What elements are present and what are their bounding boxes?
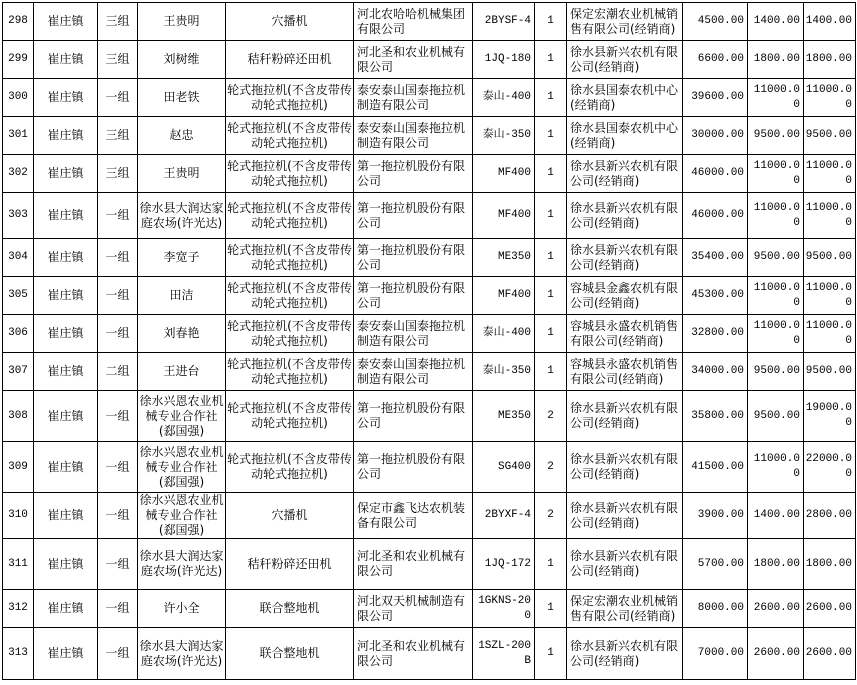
price-cell: 35400.00 (683, 239, 748, 277)
machine-type-cell: 穴播机 (226, 493, 354, 539)
table-row (3, 391, 856, 442)
unit-subsidy-cell: 1400.00 (748, 3, 804, 41)
group-cell: 一组 (98, 315, 138, 353)
quantity-cell: 1 (535, 539, 567, 590)
unit-subsidy-cell: 1800.00 (748, 539, 804, 590)
price-cell: 30000.00 (683, 117, 748, 155)
row-number: 303 (3, 193, 34, 239)
table-row (3, 3, 856, 41)
model-cell: MF400 (473, 193, 535, 239)
row-number: 307 (3, 353, 34, 391)
model-cell: 泰山-350 (473, 353, 535, 391)
table-row (3, 539, 856, 590)
machine-type-cell: 秸秆粉碎还田机 (226, 539, 354, 590)
row-number: 304 (3, 239, 34, 277)
manufacturer-cell: 泰安泰山国泰拖拉机制造有限公司 (354, 315, 473, 353)
machine-type-cell: 轮式拖拉机(不含皮带传动轮式拖拉机) (226, 117, 354, 155)
town-cell: 崔庄镇 (34, 628, 98, 680)
model-cell: 泰山-400 (473, 315, 535, 353)
buyer-name-cell: 徐水县大润达家庭农场(许光达) (138, 539, 226, 590)
unit-subsidy-cell: 2600.00 (748, 590, 804, 628)
buyer-name-cell: 徐水县大润达家庭农场(许光达) (138, 193, 226, 239)
unit-subsidy-cell: 11000.00 (748, 193, 804, 239)
total-subsidy-cell: 11000.00 (804, 155, 856, 193)
group-cell: 一组 (98, 539, 138, 590)
machine-type-cell: 轮式拖拉机(不含皮带传动轮式拖拉机) (226, 391, 354, 442)
quantity-cell: 1 (535, 277, 567, 315)
unit-subsidy-cell: 1400.00 (748, 493, 804, 539)
subsidy-table (2, 2, 856, 680)
table-row (3, 155, 856, 193)
town-cell: 崔庄镇 (34, 590, 98, 628)
total-subsidy-cell: 1400.00 (804, 3, 856, 41)
dealer-cell: 徐水县新兴农机有限公司(经销商) (567, 41, 683, 79)
quantity-cell: 1 (535, 353, 567, 391)
machine-type-cell: 轮式拖拉机(不含皮带传动轮式拖拉机) (226, 239, 354, 277)
dealer-cell: 徐水县新兴农机有限公司(经销商) (567, 155, 683, 193)
buyer-name-cell: 徐水兴恩农业机械专业合作社(郄国强) (139, 493, 224, 537)
manufacturer-cell: 第一拖拉机股份有限公司 (354, 442, 473, 493)
town-cell: 崔庄镇 (34, 79, 98, 117)
model-cell: 1GKNS-200 (473, 590, 535, 628)
quantity-cell: 1 (535, 117, 567, 155)
manufacturer-cell: 河北圣和农业机械有限公司 (354, 539, 473, 590)
total-subsidy-cell: 9500.00 (804, 239, 856, 277)
dealer-cell: 徐水县国泰农机中心(经销商) (567, 79, 683, 117)
town-cell: 崔庄镇 (34, 155, 98, 193)
table-row (3, 277, 856, 315)
town-cell: 崔庄镇 (34, 353, 98, 391)
group-cell: 一组 (98, 442, 138, 493)
dealer-cell: 徐水县新兴农机有限公司(经销商) (567, 239, 683, 277)
dealer-cell: 徐水县新兴农机有限公司(经销商) (567, 193, 683, 239)
machine-type-cell: 联合整地机 (226, 590, 354, 628)
town-cell: 崔庄镇 (34, 117, 98, 155)
table-row (3, 41, 856, 79)
town-cell: 崔庄镇 (34, 193, 98, 239)
manufacturer-cell: 河北圣和农业机械有限公司 (354, 41, 473, 79)
manufacturer-cell: 河北农哈哈机械集团有限公司 (354, 3, 473, 41)
price-cell: 46000.00 (683, 193, 748, 239)
group-cell: 一组 (98, 391, 138, 442)
model-cell: MF400 (473, 277, 535, 315)
total-subsidy-cell: 2600.00 (804, 628, 856, 680)
table-row (3, 493, 856, 539)
group-cell: 一组 (98, 493, 138, 539)
model-cell: ME350 (473, 239, 535, 277)
town-cell: 崔庄镇 (34, 239, 98, 277)
buyer-name-cell: 王贵明 (138, 3, 226, 41)
quantity-cell: 1 (535, 315, 567, 353)
group-cell: 三组 (98, 155, 138, 193)
table-row (3, 590, 856, 628)
quantity-cell: 2 (535, 442, 567, 493)
price-cell: 3900.00 (683, 493, 748, 539)
price-cell: 7000.00 (683, 628, 748, 680)
quantity-cell: 1 (535, 239, 567, 277)
manufacturer-cell: 第一拖拉机股份有限公司 (354, 239, 473, 277)
machine-type-cell: 轮式拖拉机(不含皮带传动轮式拖拉机) (226, 315, 354, 353)
model-cell: 2BYXF-4 (473, 493, 535, 539)
row-number: 309 (3, 442, 34, 493)
row-number: 306 (3, 315, 34, 353)
model-cell: SG400 (473, 442, 535, 493)
buyer-name-cell: 李宽子 (138, 239, 226, 277)
table-row (3, 79, 856, 117)
quantity-cell: 2 (535, 391, 567, 442)
total-subsidy-cell: 11000.00 (804, 193, 856, 239)
buyer-name-cell: 赵忠 (138, 117, 226, 155)
group-cell: 三组 (98, 41, 138, 79)
dealer-cell: 徐水县国泰农机中心(经销商) (567, 117, 683, 155)
buyer-name-cell: 徐水兴恩农业机械专业合作社(郄国强) (138, 442, 226, 493)
quantity-cell: 1 (535, 193, 567, 239)
dealer-cell: 徐水县新兴农机有限公司(经销商) (567, 539, 683, 590)
model-cell: 2BYSF-4 (473, 3, 535, 41)
machine-type-cell: 轮式拖拉机(不含皮带传动轮式拖拉机) (226, 155, 354, 193)
unit-subsidy-cell: 11000.00 (748, 277, 804, 315)
manufacturer-cell: 泰安泰山国泰拖拉机制造有限公司 (354, 117, 473, 155)
quantity-cell: 1 (535, 3, 567, 41)
table-row (3, 239, 856, 277)
manufacturer-cell: 泰安泰山国泰拖拉机制造有限公司 (354, 79, 473, 117)
total-subsidy-cell: 1800.00 (804, 539, 856, 590)
buyer-name-cell: 王进台 (138, 353, 226, 391)
price-cell: 46000.00 (683, 155, 748, 193)
town-cell: 崔庄镇 (34, 277, 98, 315)
buyer-name-cell: 田洁 (138, 277, 226, 315)
group-cell: 一组 (98, 239, 138, 277)
town-cell: 崔庄镇 (34, 539, 98, 590)
group-cell: 三组 (98, 117, 138, 155)
total-subsidy-cell: 1800.00 (804, 41, 856, 79)
table-body (3, 3, 856, 680)
dealer-cell: 保定宏潮农业机械销售有限公司(经销商) (567, 3, 683, 41)
price-cell: 5700.00 (683, 539, 748, 590)
total-subsidy-cell: 22000.00 (804, 442, 856, 493)
table-row (3, 353, 856, 391)
group-cell: 一组 (98, 193, 138, 239)
unit-subsidy-cell: 9500.00 (748, 353, 804, 391)
group-cell: 三组 (98, 3, 138, 41)
price-cell: 39600.00 (683, 79, 748, 117)
machine-type-cell: 联合整地机 (226, 628, 354, 680)
group-cell: 一组 (98, 590, 138, 628)
town-cell: 崔庄镇 (34, 41, 98, 79)
total-subsidy-cell: 11000.00 (804, 315, 856, 353)
buyer-name-cell: 田老铁 (138, 79, 226, 117)
group-cell: 一组 (98, 79, 138, 117)
manufacturer-cell: 第一拖拉机股份有限公司 (354, 155, 473, 193)
group-cell: 二组 (98, 353, 138, 391)
buyer-name-cell: 许小全 (138, 590, 226, 628)
row-number: 300 (3, 79, 34, 117)
total-subsidy-cell: 9500.00 (804, 353, 856, 391)
unit-subsidy-cell: 11000.00 (748, 79, 804, 117)
machine-type-cell: 穴播机 (226, 3, 354, 41)
town-cell: 崔庄镇 (34, 493, 98, 539)
town-cell: 崔庄镇 (34, 3, 98, 41)
quantity-cell: 1 (535, 79, 567, 117)
quantity-cell: 1 (535, 590, 567, 628)
quantity-cell: 1 (535, 155, 567, 193)
price-cell: 8000.00 (683, 590, 748, 628)
buyer-name-cell: 王贵明 (138, 155, 226, 193)
quantity-cell: 1 (535, 41, 567, 79)
dealer-cell: 容城县金鑫农机有限公司(经销商) (567, 277, 683, 315)
unit-subsidy-cell: 9500.00 (748, 117, 804, 155)
unit-subsidy-cell: 9500.00 (748, 391, 804, 442)
row-number: 302 (3, 155, 34, 193)
row-number: 301 (3, 117, 34, 155)
town-cell: 崔庄镇 (34, 442, 98, 493)
dealer-cell: 保定宏潮农业机械销售有限公司(经销商) (567, 590, 683, 628)
machine-type-cell: 轮式拖拉机(不含皮带传动轮式拖拉机) (226, 79, 354, 117)
price-cell: 41500.00 (683, 442, 748, 493)
price-cell: 6600.00 (683, 41, 748, 79)
price-cell: 34000.00 (683, 353, 748, 391)
buyer-name-cell: 徐水兴恩农业机械专业合作社(郄国强) (138, 391, 226, 442)
table-row (3, 628, 856, 680)
total-subsidy-cell: 2600.00 (804, 590, 856, 628)
machine-type-cell: 轮式拖拉机(不含皮带传动轮式拖拉机) (226, 353, 354, 391)
buyer-name-cell: 刘树维 (138, 41, 226, 79)
total-subsidy-cell: 2800.00 (804, 493, 856, 539)
table-row (3, 193, 856, 239)
price-cell: 45300.00 (683, 277, 748, 315)
dealer-cell: 徐水县新兴农机有限公司(经销商) (567, 442, 683, 493)
model-cell: 泰山-400 (473, 79, 535, 117)
group-cell: 一组 (98, 628, 138, 680)
model-cell: ME350 (473, 391, 535, 442)
buyer-name-cell: 刘春艳 (138, 315, 226, 353)
row-number: 299 (3, 41, 34, 79)
town-cell: 崔庄镇 (34, 315, 98, 353)
machine-type-cell: 轮式拖拉机(不含皮带传动轮式拖拉机) (226, 277, 354, 315)
dealer-cell: 容城县永盛农机销售有限公司(经销商) (567, 353, 683, 391)
unit-subsidy-cell: 11000.00 (748, 155, 804, 193)
manufacturer-cell: 泰安泰山国泰拖拉机制造有限公司 (354, 353, 473, 391)
manufacturer-cell: 河北圣和农业机械有限公司 (354, 628, 473, 680)
row-number: 298 (3, 3, 34, 41)
model-cell: MF400 (473, 155, 535, 193)
row-number: 308 (3, 391, 34, 442)
table-row (3, 117, 856, 155)
price-cell: 4500.00 (683, 3, 748, 41)
town-cell: 崔庄镇 (34, 391, 98, 442)
unit-subsidy-cell: 11000.00 (748, 315, 804, 353)
row-number: 310 (3, 493, 34, 539)
table-row (3, 315, 856, 353)
row-number: 312 (3, 590, 34, 628)
quantity-cell: 2 (535, 493, 567, 539)
unit-subsidy-cell: 1800.00 (748, 41, 804, 79)
dealer-cell: 容城县永盛农机销售有限公司(经销商) (567, 315, 683, 353)
model-cell: 1JQ-172 (473, 539, 535, 590)
machine-type-cell: 轮式拖拉机(不含皮带传动轮式拖拉机) (226, 193, 354, 239)
group-cell: 一组 (98, 277, 138, 315)
dealer-cell: 徐水县新兴农机有限公司(经销商) (567, 493, 683, 539)
total-subsidy-cell: 11000.00 (804, 79, 856, 117)
model-cell: 泰山-350 (473, 117, 535, 155)
unit-subsidy-cell: 2600.00 (748, 628, 804, 680)
total-subsidy-cell: 9500.00 (804, 117, 856, 155)
model-cell: 1JQ-180 (473, 41, 535, 79)
price-cell: 35800.00 (683, 391, 748, 442)
dealer-cell: 徐水县新兴农机有限公司(经销商) (567, 628, 683, 680)
unit-subsidy-cell: 9500.00 (748, 239, 804, 277)
row-number: 311 (3, 539, 34, 590)
machine-type-cell: 秸秆粉碎还田机 (226, 41, 354, 79)
quantity-cell: 1 (535, 628, 567, 680)
machine-type-cell: 轮式拖拉机(不含皮带传动轮式拖拉机) (226, 442, 354, 493)
dealer-cell: 徐水县新兴农机有限公司(经销商) (567, 391, 683, 442)
manufacturer-cell: 第一拖拉机股份有限公司 (354, 391, 473, 442)
row-number: 305 (3, 277, 34, 315)
manufacturer-cell: 第一拖拉机股份有限公司 (354, 277, 473, 315)
manufacturer-cell: 第一拖拉机股份有限公司 (354, 193, 473, 239)
buyer-name-cell: 徐水县大润达家庭农场(许光达) (138, 628, 226, 680)
unit-subsidy-cell: 11000.00 (748, 442, 804, 493)
table-row (3, 442, 856, 493)
total-subsidy-cell: 19000.00 (804, 391, 856, 442)
model-cell: 1SZL-200B (473, 628, 535, 680)
total-subsidy-cell: 11000.00 (804, 277, 856, 315)
row-number: 313 (3, 628, 34, 680)
manufacturer-cell: 保定市鑫飞达农机装备有限公司 (354, 493, 473, 539)
manufacturer-cell: 河北双天机械制造有限公司 (354, 590, 473, 628)
price-cell: 32800.00 (683, 315, 748, 353)
